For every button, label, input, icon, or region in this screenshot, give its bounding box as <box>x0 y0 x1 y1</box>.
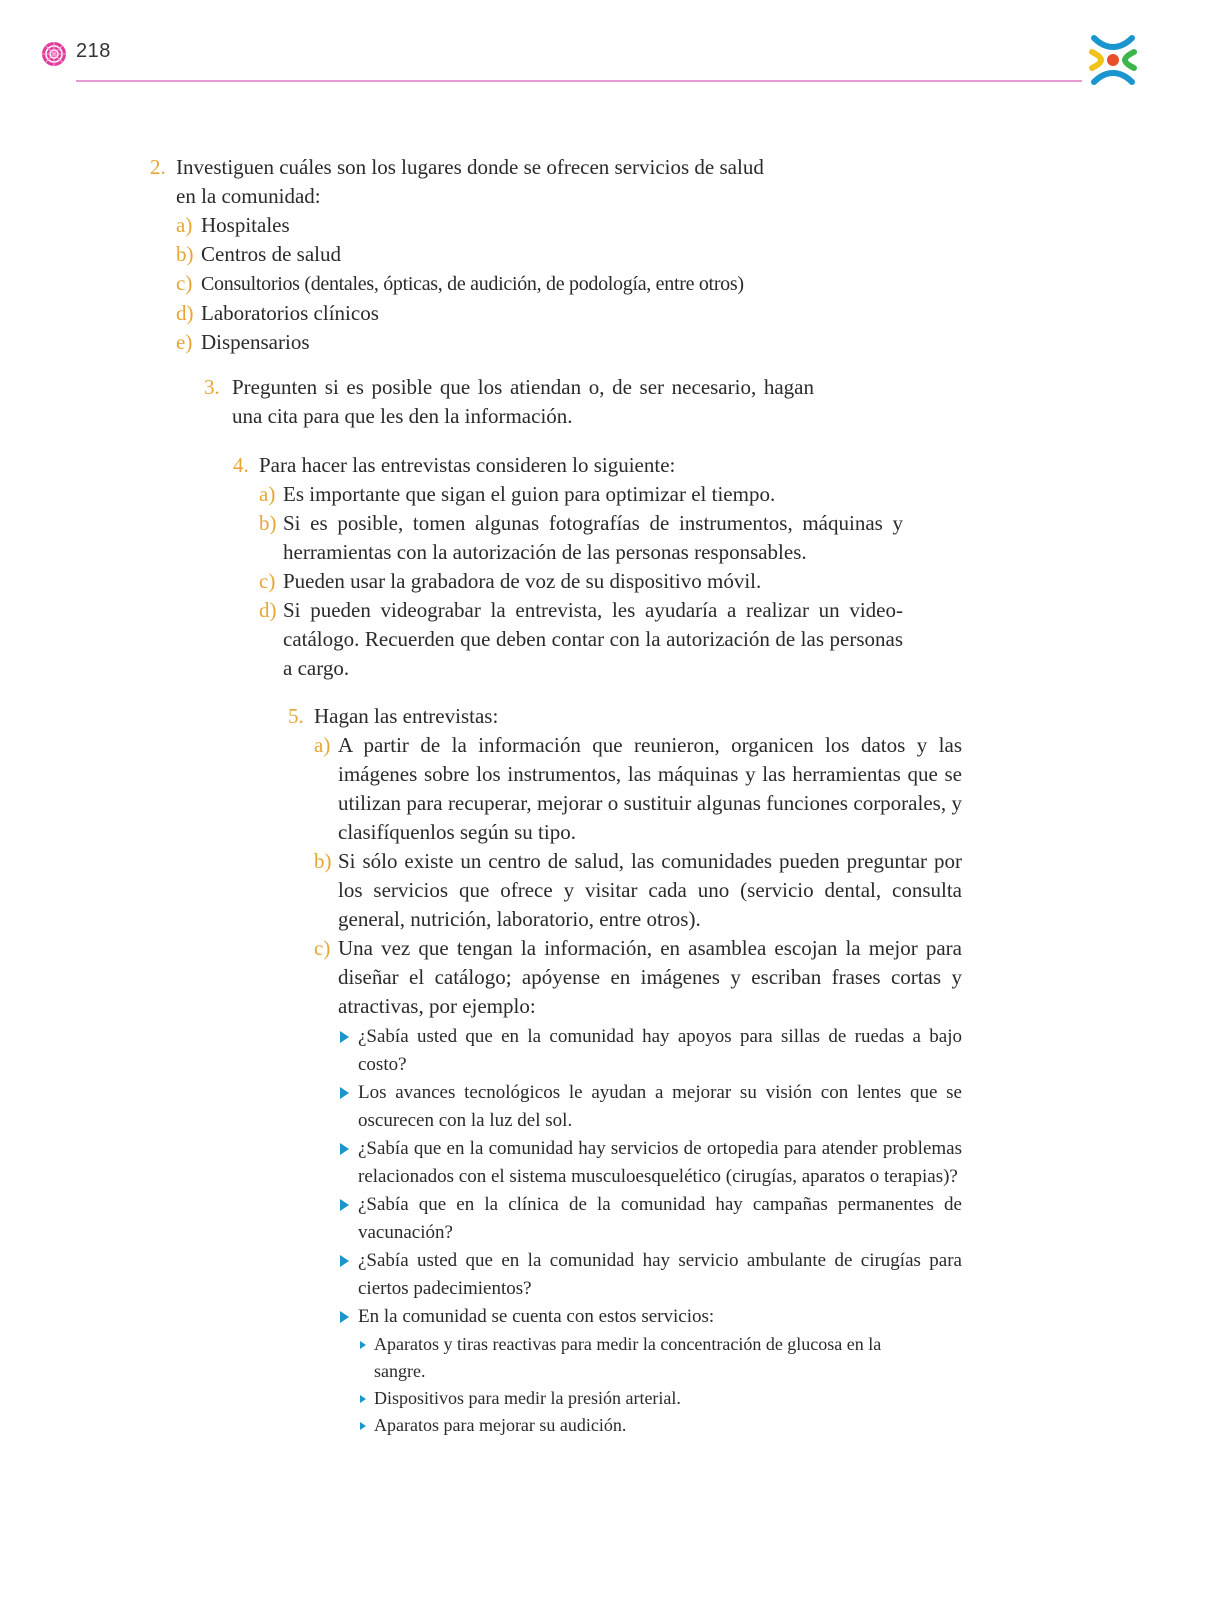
sub-text: Si es posible, tomen algunas fotografías de instrumentos, máquinas y herramientas con la autorización de las personas responsables. <box>283 511 903 564</box>
item-2-line-2 <box>150 182 830 211</box>
sub-letter: e) <box>176 330 193 354</box>
triangle-bullet-icon <box>340 1143 349 1155</box>
sub-bullet-item <box>288 1412 962 1439</box>
bullet-item <box>288 1079 962 1135</box>
item-2 <box>150 153 830 357</box>
small-triangle-bullet-icon <box>360 1422 366 1430</box>
sub-text: A partir de la información que reunieron, organicen los datos y las imágenes sobre los instrumentos, las máquinas y las herramientas que se utilizan para recuperar, mejorar o sustituir algunas funciones corporales, y clasifíquenlos según su tipo. <box>338 733 962 844</box>
sub-item <box>233 509 903 567</box>
sub-text: Es importante que sigan el guion para optimizar el tiempo. <box>283 482 776 506</box>
sub-letter: b) <box>314 849 332 873</box>
small-triangle-bullet-icon <box>360 1395 366 1403</box>
triangle-bullet-icon <box>340 1255 349 1267</box>
triangle-bullet-icon <box>340 1031 349 1043</box>
sub-text: Consultorios (dentales, ópticas, de audición, de podología, entre otros) <box>201 273 744 295</box>
triangle-bullet-icon <box>340 1087 349 1099</box>
bullet-text: ¿Sabía usted que en la comunidad hay servicio ambulante de cirugías para ciertos padecimientos? <box>358 1250 962 1299</box>
bullet-item <box>288 1135 962 1191</box>
item-5 <box>288 702 962 1439</box>
item-text: Para hacer las entrevistas consideren lo siguiente: <box>259 453 676 477</box>
bullet-text: ¿Sabía que en la clínica de la comunidad hay campañas permanentes de vacunación? <box>358 1194 962 1243</box>
bullet-item <box>288 1023 962 1079</box>
sub-text: Si pueden videograbar la entrevista, les ayudaría a realizar un videocatálogo. Recuerden que deben contar con la autorización de las personas a cargo. <box>283 598 903 680</box>
item-text: Hagan las entrevistas: <box>314 704 499 728</box>
sub-letter: a) <box>314 733 331 757</box>
small-triangle-bullet-icon <box>360 1341 366 1349</box>
flower-ornament-icon <box>40 40 68 68</box>
colorful-knot-logo-icon <box>1086 32 1140 88</box>
header-rule <box>76 80 1082 82</box>
sub-letter: b) <box>176 242 194 266</box>
sub-bullet-list <box>288 1331 962 1439</box>
sub-letter: b) <box>259 511 277 535</box>
bullet-text: En la comunidad se cuenta con estos servicios: <box>358 1306 715 1327</box>
item-number: 3. <box>204 375 220 399</box>
sub-letter: c) <box>314 936 331 960</box>
sub-letter: a) <box>259 482 276 506</box>
sub-bullet-text: Aparatos para mejorar su audición. <box>374 1415 627 1435</box>
sub-text: Centros de salud <box>201 242 341 266</box>
sub-text: Si sólo existe un centro de salud, las comunidades pueden preguntar por los servicios que ofrece y visitar cada uno (servicio dental, consulta general, nutrición, laboratorio, entre otros). <box>338 849 962 931</box>
sub-item <box>233 567 903 596</box>
sub-text: Hospitales <box>201 213 290 237</box>
sub-letter: d) <box>259 598 277 622</box>
item-3 <box>204 373 814 431</box>
sub-item <box>150 328 830 357</box>
sub-item <box>150 299 830 328</box>
bullet-text: ¿Sabía que en la comunidad hay servicios de ortopedia para atender problemas relacionados con el sistema musculoesquelético (cirugías, aparatos o terapias)? <box>358 1138 962 1187</box>
sub-letter: a) <box>176 213 193 237</box>
triangle-bullet-icon <box>340 1311 349 1323</box>
sub-item <box>233 480 903 509</box>
sub-letter: c) <box>176 271 193 295</box>
page-header <box>0 0 1214 100</box>
sub-bullet-text: Dispositivos para medir la presión arterial. <box>374 1388 681 1408</box>
sub-bullet-item <box>288 1385 962 1412</box>
triangle-bullet-icon <box>340 1199 349 1211</box>
bullet-item <box>288 1247 962 1303</box>
item-text: Investiguen cuáles son los lugares donde se ofrecen servicios de salud <box>176 155 764 179</box>
page-number: 218 <box>76 40 111 62</box>
sub-item <box>150 269 830 299</box>
bullet-text: Los avances tecnológicos le ayudan a mejorar su visión con lentes que se oscurecen con la luz del sol. <box>358 1082 962 1131</box>
sub-bullet-item <box>288 1331 962 1385</box>
item-number: 2. <box>150 155 166 179</box>
sub-letter: d) <box>176 301 194 325</box>
item-text: Pregunten si es posible que los atiendan o, de ser necesario, hagan una cita para que les den la información. <box>232 375 814 428</box>
bullet-item <box>288 1303 962 1331</box>
sub-item <box>288 731 962 847</box>
sub-text: Dispensarios <box>201 330 310 354</box>
item-text-continued: en la comunidad: <box>176 184 321 208</box>
sub-text: Una vez que tengan la información, en asamblea escojan la mejor para diseñar el catálogo; apóyense en imágenes y escriban frases cortas y atractivas, por ejemplo: <box>338 936 962 1018</box>
sub-item <box>150 211 830 240</box>
bullet-list <box>288 1023 962 1439</box>
sub-text: Laboratorios clínicos <box>201 301 379 325</box>
sub-item <box>288 847 962 934</box>
item-number: 5. <box>288 704 304 728</box>
bullet-text: ¿Sabía usted que en la comunidad hay apoyos para sillas de ruedas a bajo costo? <box>358 1026 962 1075</box>
bullet-item <box>288 1191 962 1247</box>
item-2-line-1 <box>150 153 830 182</box>
item-4 <box>233 451 903 683</box>
item-number: 4. <box>233 453 249 477</box>
sub-item <box>150 240 830 269</box>
sub-bullet-text: Aparatos y tiras reactivas para medir la concentración de glucosa en la sangre. <box>374 1334 882 1381</box>
sub-text: Pueden usar la grabadora de voz de su dispositivo móvil. <box>283 569 762 593</box>
sub-item <box>233 596 903 683</box>
sub-letter: c) <box>259 569 276 593</box>
sub-item <box>288 934 962 1021</box>
